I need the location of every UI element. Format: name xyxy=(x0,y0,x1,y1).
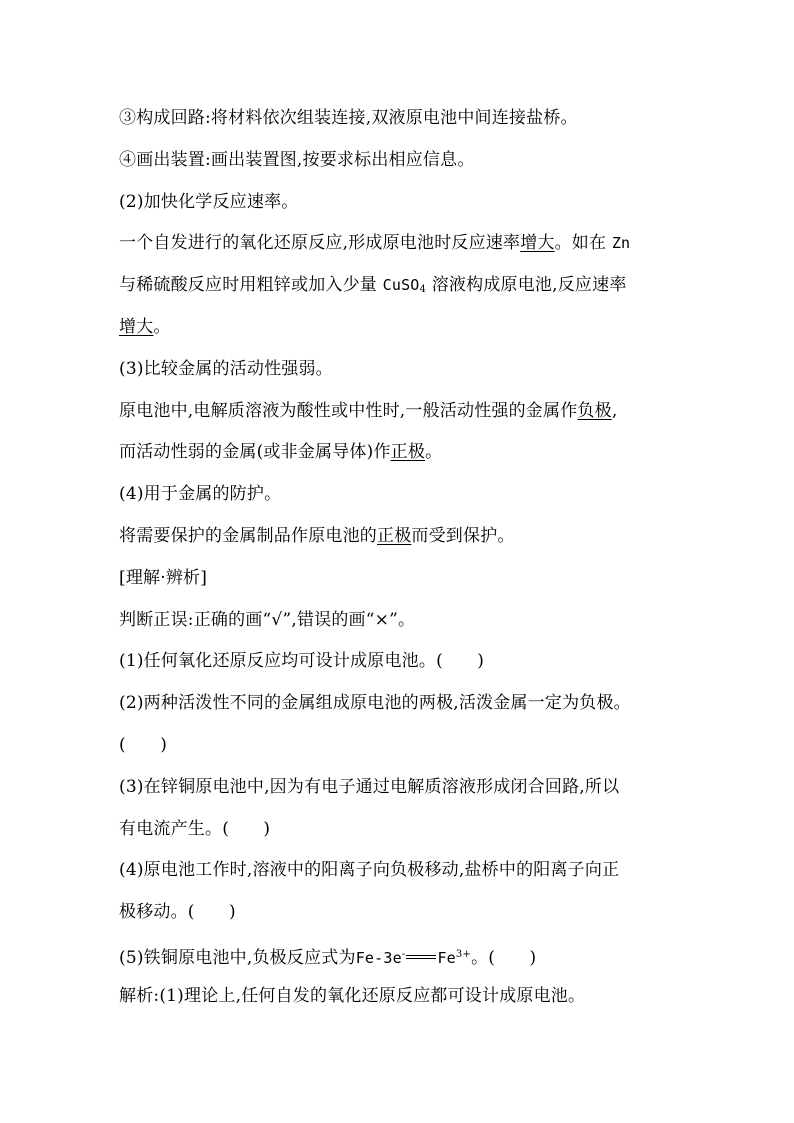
equals-sign-icon xyxy=(406,955,436,959)
underlined-answer: 正极 xyxy=(390,442,426,463)
text-segment: 溶液构成原电池,反应速率 xyxy=(426,275,627,296)
text-segment: 而受到保护。 xyxy=(411,525,515,546)
formula-superscript: 3+ xyxy=(455,948,472,960)
text-segment: , xyxy=(611,400,618,421)
text-line: ③构成回路:将材料依次组装连接,双液原电池中间连接盐桥。 xyxy=(119,108,578,128)
text-line xyxy=(119,432,699,474)
section-heading: (4)用于金属的防护。 xyxy=(119,484,282,505)
section-label: [理解·辨析] xyxy=(119,567,208,588)
underlined-answer: 增大 xyxy=(520,233,555,254)
underlined-answer: 负极 xyxy=(577,400,612,421)
answer-blank: ( ) xyxy=(119,734,168,755)
question-item-continued: 有电流产生。( ) xyxy=(119,818,271,839)
text-segment: 与稀硫酸反应时用粗锌或加入少量 xyxy=(119,275,383,296)
section-heading: (2)加快化学反应速率。 xyxy=(119,191,299,212)
underlined-answer: 增大 xyxy=(119,316,154,337)
question-item-continued: 极移动。( ) xyxy=(119,902,236,923)
explanation-line: 解析:(1)理论上,任何自发的氧化还原反应都可设计成原电池。 xyxy=(119,985,586,1006)
instruction-line: 判断正误:正确的画“√”,错误的画“×”。 xyxy=(119,609,416,630)
underlined-answer: 正极 xyxy=(377,525,412,546)
text-line xyxy=(119,307,699,349)
question-item: (2)两种活泼性不同的金属组成原电池的两极,活泼金属一定为负极。 xyxy=(119,693,631,714)
formula-text: CuSO xyxy=(382,276,420,295)
text-segment: 。( ) xyxy=(471,947,537,968)
question-item xyxy=(119,934,699,976)
formula-superscript: - xyxy=(401,948,406,960)
text-line xyxy=(119,265,699,307)
text-line xyxy=(119,223,699,265)
text-line xyxy=(119,391,699,433)
section-heading: (3)比较金属的活动性强弱。 xyxy=(119,358,333,379)
text-segment: 将需要保护的金属制品作原电池的 xyxy=(119,525,377,546)
formula-text: Fe xyxy=(437,948,456,967)
text-segment: (5)铁铜原电池中,负极反应式为 xyxy=(119,947,356,968)
formula-text: Zn xyxy=(611,234,631,253)
text-segment: 。 xyxy=(425,442,443,463)
text-line xyxy=(119,516,699,558)
question-item: (3)在锌铜原电池中,因为有电子通过电解质溶液形成闭合回路,所以 xyxy=(119,776,620,797)
text-line: ④画出装置:画出装置图,按要求标出相应信息。 xyxy=(119,149,475,170)
question-item: (1)任何氧化还原反应均可设计成原电池。( ) xyxy=(119,651,485,672)
question-item: (4)原电池工作时,溶液中的阳离子向负极移动,盐桥中的阳离子向正 xyxy=(119,860,620,881)
text-segment: 一个自发进行的氧化还原反应,形成原电池时反应速率 xyxy=(119,233,521,254)
formula-text: Fe-3e xyxy=(355,948,402,967)
formula-subscript: 4 xyxy=(419,284,427,296)
text-segment: 。 xyxy=(153,316,171,337)
document-page xyxy=(119,98,699,1018)
text-segment: 。如在 xyxy=(554,233,612,254)
text-segment: 原电池中,电解质溶液为酸性或中性时,一般活动性强的金属作 xyxy=(119,400,578,421)
text-segment: 而活动性弱的金属(或非金属导体)作 xyxy=(119,442,391,463)
